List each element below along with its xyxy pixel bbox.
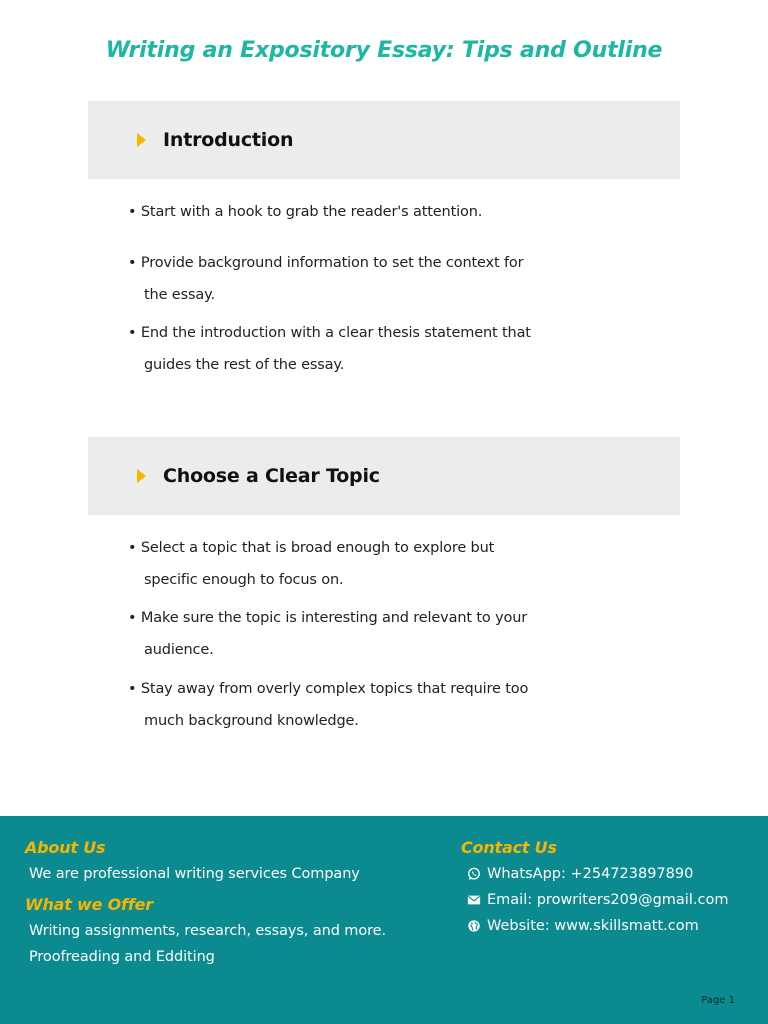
bullet-item	[128, 247, 523, 311]
section-header-choose-topic	[88, 437, 680, 515]
about-heading: About Us	[25, 838, 106, 857]
bullet-text: • End the introduction with a clear thesis statement that	[128, 325, 531, 341]
bullet-text: • Start with a hook to grab the reader's attention.	[128, 204, 483, 220]
bullet-item	[128, 196, 482, 228]
page-number: Page 1	[701, 995, 735, 1006]
whatsapp-text: WhatsApp: +254723897890	[487, 866, 694, 882]
caret-right-icon	[137, 469, 146, 483]
contact-email[interactable]	[467, 892, 728, 908]
bullet-text: • Provide background information to set the context for	[128, 255, 524, 271]
email-text: Email: prowriters209@gmail.com	[487, 892, 729, 908]
contact-website[interactable]	[467, 918, 699, 934]
whatsapp-icon	[467, 867, 481, 881]
contact-heading: Contact Us	[461, 838, 557, 857]
section-heading: Introduction	[163, 129, 294, 151]
bullet-item	[128, 317, 531, 381]
globe-icon	[467, 919, 481, 933]
bullet-item	[128, 532, 494, 596]
caret-right-icon	[137, 133, 146, 147]
bullet-item	[128, 602, 527, 666]
bullet-text: • Make sure the topic is interesting and relevant to your	[128, 610, 528, 626]
footer	[0, 816, 768, 1024]
bullet-text-continued: much background knowledge.	[144, 713, 359, 729]
bullet-item	[128, 673, 528, 737]
offer-heading: What we Offer	[25, 895, 153, 914]
bullet-text-continued: guides the rest of the essay.	[144, 357, 345, 373]
website-text: Website: www.skillsmatt.com	[487, 918, 699, 934]
bullet-text: • Select a topic that is broad enough to explore but	[128, 540, 495, 556]
offer-text: Proofreading and Edditing	[29, 949, 215, 965]
section-heading: Choose a Clear Topic	[163, 465, 380, 487]
bullet-text-continued: the essay.	[144, 287, 215, 303]
bullet-text: • Stay away from overly complex topics that require too	[128, 681, 529, 697]
about-text: We are professional writing services Company	[29, 866, 360, 882]
bullet-text-continued: specific enough to focus on.	[144, 572, 344, 588]
envelope-icon	[467, 893, 481, 907]
section-header-introduction	[88, 101, 680, 179]
page-title: Writing an Expository Essay: Tips and Outline	[105, 38, 663, 63]
offer-text: Writing assignments, research, essays, and more.	[29, 923, 386, 939]
contact-whatsapp[interactable]	[467, 866, 693, 882]
bullet-text-continued: audience.	[144, 642, 214, 658]
